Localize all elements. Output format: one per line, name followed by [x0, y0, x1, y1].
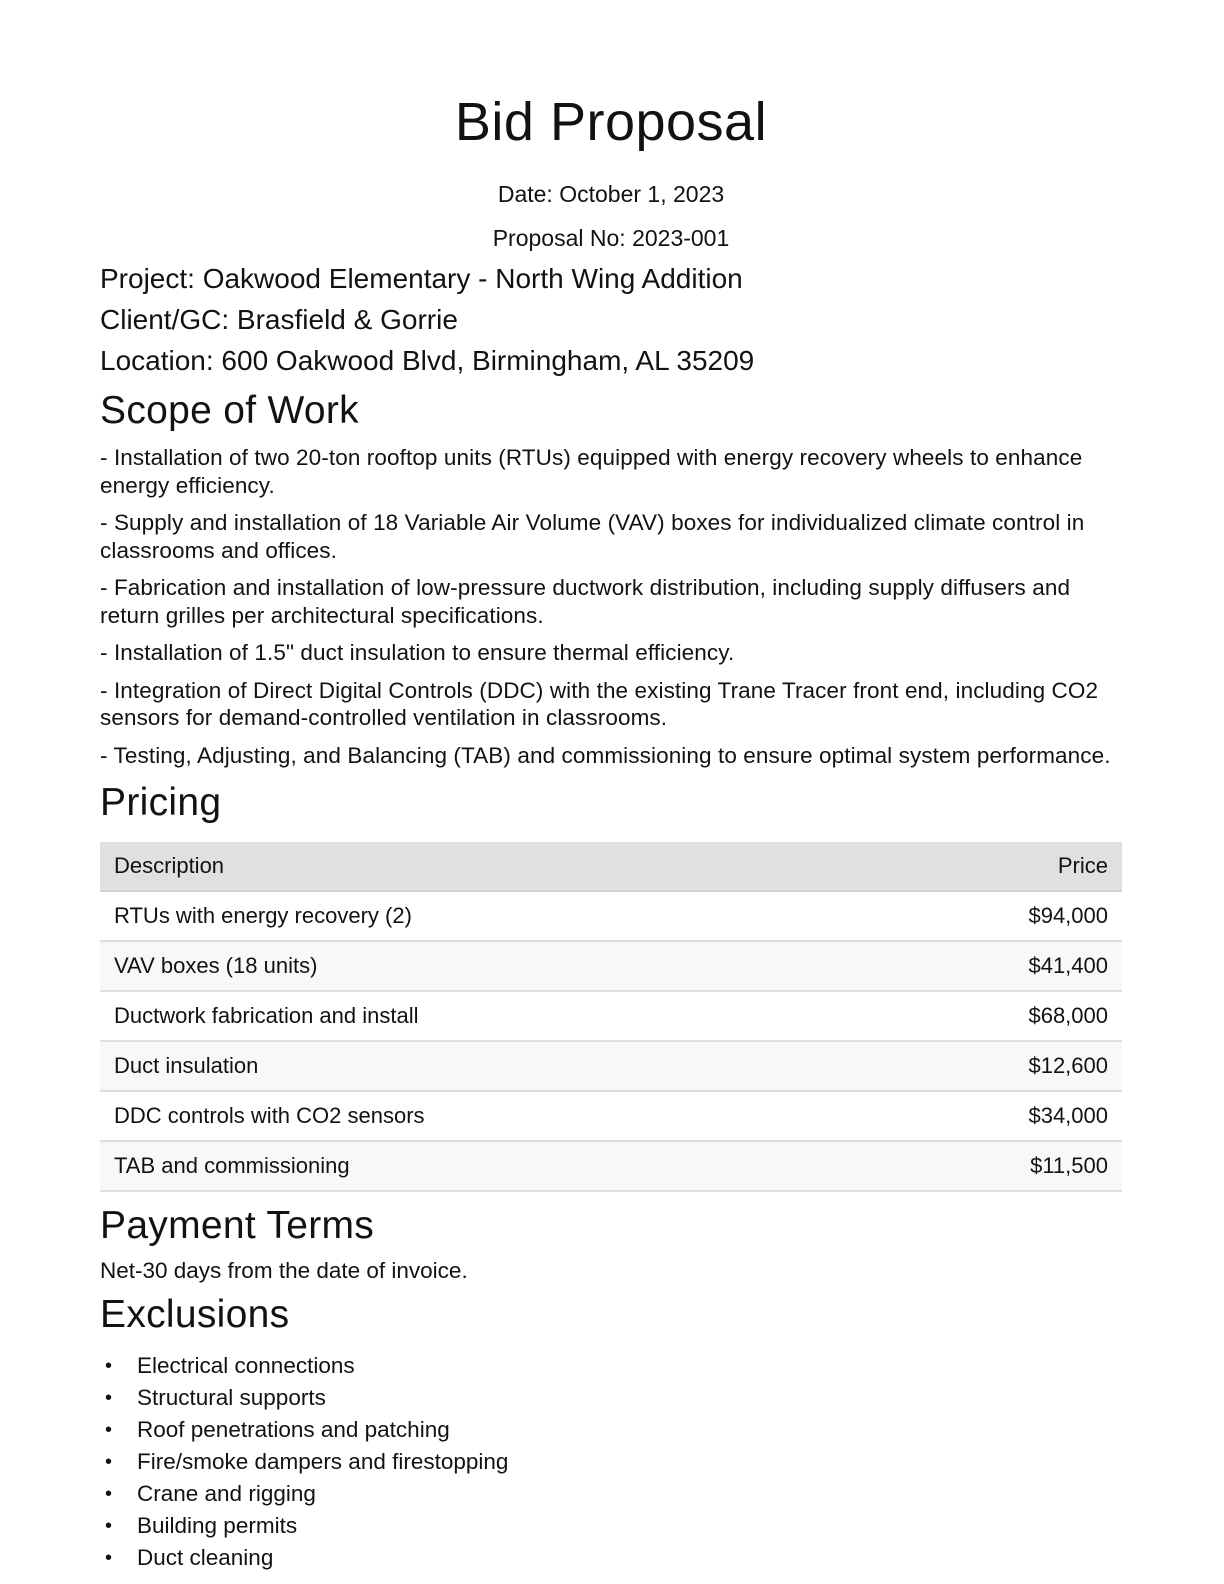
row-description: RTUs with energy recovery (2) [100, 891, 876, 941]
list-item: • Fire/smoke dampers and firestopping [100, 1446, 1122, 1478]
row-price: $12,600 [876, 1041, 1122, 1091]
row-price: $11,500 [876, 1141, 1122, 1191]
list-item: • Structural supports [100, 1382, 1122, 1414]
table-row [100, 1091, 1122, 1141]
document-title: Bid Proposal [454, 92, 768, 152]
list-item: • Crane and rigging [100, 1478, 1122, 1510]
list-item: • Electrical connections [100, 1350, 1122, 1382]
row-description: DDC controls with CO2 sensors [100, 1091, 876, 1141]
project-line: Project: Oakwood Elementary - North Wing Addition [100, 263, 743, 294]
table-row [100, 891, 1122, 941]
date-line: Date: October 1, 2023 [497, 181, 725, 207]
list-item: • Duct cleaning [100, 1542, 1122, 1574]
pricing-table [100, 842, 1122, 1192]
row-price: $68,000 [876, 991, 1122, 1041]
scope-item: - Supply and installation of 18 Variable Air Volume (VAV) boxes for individualized climate control in classrooms and offices. [100, 510, 1085, 563]
scope-of-work-section [100, 444, 1122, 769]
table-row [100, 1141, 1122, 1191]
scope-item: - Integration of Direct Digital Controls (DDC) with the existing Trane Tracer front end, including CO2 sensors for demand-controlled ventilation in classrooms. [100, 677, 1099, 730]
scope-item: - Testing, Adjusting, and Balancing (TAB) and commissioning to ensure optimal system performance. [100, 742, 1111, 768]
row-price: $41,400 [876, 941, 1122, 991]
list-item: • Building permits [100, 1510, 1122, 1542]
row-price: $34,000 [876, 1091, 1122, 1141]
payment-terms-heading: Payment Terms [100, 1204, 375, 1247]
client-line: Client/GC: Brasfield & Gorrie [100, 304, 458, 335]
row-description: VAV boxes (18 units) [100, 941, 876, 991]
column-header-price: Price [876, 842, 1122, 891]
row-description: Duct insulation [100, 1041, 876, 1091]
row-price: $94,000 [876, 891, 1122, 941]
payment-terms-text: Net-30 days from the date of invoice. [100, 1258, 468, 1283]
proposal-number-line: Proposal No: 2023-001 [492, 225, 730, 251]
exclusions-list [100, 1350, 1122, 1574]
scope-item: - Fabrication and installation of low-pressure ductwork distribution, including supply diffusers and return grilles per architectural specifications. [100, 575, 1071, 628]
table-row [100, 941, 1122, 991]
table-row [100, 1041, 1122, 1091]
list-item: • Roof penetrations and patching [100, 1414, 1122, 1446]
scope-item: - Installation of 1.5" duct insulation to ensure thermal efficiency. [100, 640, 735, 665]
scope-item: - Installation of two 20-ton rooftop units (RTUs) equipped with energy recovery wheels to enhance energy efficiency. [100, 445, 1083, 498]
column-header-description: Description [100, 842, 876, 891]
row-description: TAB and commissioning [100, 1141, 876, 1191]
exclusions-heading: Exclusions [100, 1292, 290, 1336]
pricing-heading: Pricing [100, 781, 222, 824]
pricing-table-header-row [100, 842, 1122, 891]
table-row [100, 991, 1122, 1041]
row-description: Ductwork fabrication and install [100, 991, 876, 1041]
scope-of-work-heading: Scope of Work [100, 389, 359, 432]
location-line: Location: 600 Oakwood Blvd, Birmingham, AL 35209 [100, 345, 755, 376]
